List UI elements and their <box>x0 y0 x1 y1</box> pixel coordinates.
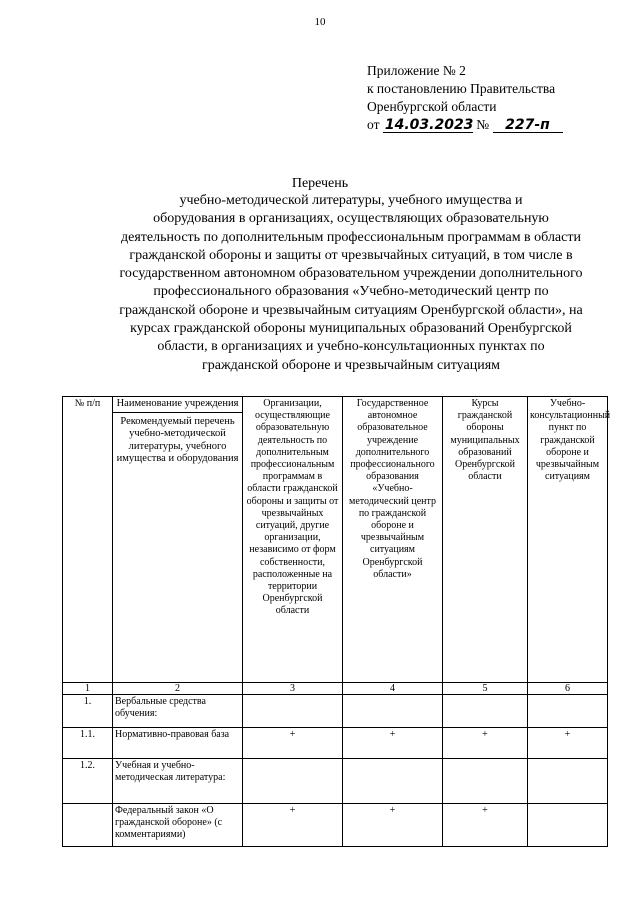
row-cell <box>528 804 608 847</box>
row-num: 1. <box>63 695 113 728</box>
row-name: Вербальные средства обучения: <box>113 695 243 728</box>
document-title: Перечень <box>291 176 349 191</box>
header-training-center: Государственное автономное образовательное учреждение дополнительного профессионального образования «Учебно-методический центр по гражданской обороне и чрезвычайным ситуациям Оренбургской области» <box>343 397 443 683</box>
row-cell: + <box>443 728 528 759</box>
row-cell <box>528 695 608 728</box>
row-name: Учебная и учебно-методическая литература: <box>113 759 243 804</box>
header-name-label: Наименование учреждения <box>116 398 239 409</box>
column-number-row <box>63 683 608 695</box>
subtitle-line: области, в организациях и учебно-консультационных пунктах по <box>157 339 545 355</box>
row-cell <box>528 759 608 804</box>
column-number: 6 <box>528 683 608 695</box>
row-cell <box>443 759 528 804</box>
document-subtitle <box>86 192 616 375</box>
table-header-row <box>63 397 608 683</box>
handwritten-date: 14.03.2023 <box>384 117 474 133</box>
column-number: 5 <box>443 683 528 695</box>
row-cell <box>243 759 343 804</box>
table-row <box>63 728 608 759</box>
header-courses: Курсы гражданской обороны муниципальных образований Оренбургской области <box>443 397 528 683</box>
row-cell: + <box>528 728 608 759</box>
subtitle-line: курсах гражданской обороны муниципальных образований Оренбургской <box>130 321 572 337</box>
row-cell: + <box>343 728 443 759</box>
subtitle-line: гражданской обороне и чрезвычайным ситуациям <box>201 357 500 373</box>
row-num <box>63 804 113 847</box>
annex-line-1: Приложение № 2 <box>367 63 466 78</box>
row-cell: + <box>343 804 443 847</box>
table-row <box>63 804 608 847</box>
column-number: 2 <box>113 683 243 695</box>
column-number: 3 <box>243 683 343 695</box>
annex-block <box>367 62 563 134</box>
row-cell <box>443 695 528 728</box>
row-cell: + <box>443 804 528 847</box>
row-num: 1.2. <box>63 759 113 804</box>
header-name <box>113 397 243 683</box>
column-number: 1 <box>63 683 113 695</box>
page-number: 10 <box>314 16 326 28</box>
subtitle-line: учебно-методической литературы, учебного имущества и <box>179 193 523 208</box>
header-consult-point: Учебно-консультационный пункт по гражданской обороне и чрезвычайным ситуациям <box>528 397 608 683</box>
handwritten-number: 227-п <box>493 118 563 133</box>
annex-from-label: от <box>367 117 380 132</box>
annex-date-line <box>367 116 563 134</box>
header-organizations: Организации, осуществляющие образовательную деятельность по дополнительным профессиональным программам в области гражданской обороны и защиты от чрезвычайных ситуаций, другие организации, независимо от форм собственности, расположенные на территории Оренбургской области <box>243 397 343 683</box>
row-cell <box>343 759 443 804</box>
row-name: Нормативно-правовая база <box>113 728 243 759</box>
row-cell <box>243 695 343 728</box>
subtitle-line: государственном автономном образовательном учреждении дополнительного <box>119 266 583 282</box>
row-name: Федеральный закон «О гражданской обороне» (с комментариями) <box>113 804 243 847</box>
row-cell <box>343 695 443 728</box>
subtitle-line: профессионального образования «Учебно-методический центр по <box>153 284 549 300</box>
annex-number-label: № <box>476 117 490 132</box>
row-cell: + <box>243 728 343 759</box>
header-num: № п/п <box>63 397 113 683</box>
subtitle-line: гражданской обороне и чрезвычайным ситуациям Оренбургской области», на <box>119 302 583 318</box>
subtitle-line: гражданской обороны и защиты от чрезвычайных ситуаций, в том числе в <box>129 247 573 263</box>
equipment-table <box>62 396 611 847</box>
table-row <box>63 695 608 728</box>
column-number: 4 <box>343 683 443 695</box>
annex-line-2: к постановлению Правительства <box>367 81 556 96</box>
row-num: 1.1. <box>63 728 113 759</box>
annex-line-3: Оренбургской области <box>367 99 497 114</box>
table-row <box>63 759 608 804</box>
subtitle-line: оборудования в организациях, осуществляющих образовательную <box>153 211 549 227</box>
subtitle-line: деятельность по дополнительным профессиональным программам в области <box>121 229 581 245</box>
row-cell: + <box>243 804 343 847</box>
header-name-sub: Рекомендуемый перечень учебно-методической литературы, учебного имущества и оборудования <box>113 412 242 465</box>
